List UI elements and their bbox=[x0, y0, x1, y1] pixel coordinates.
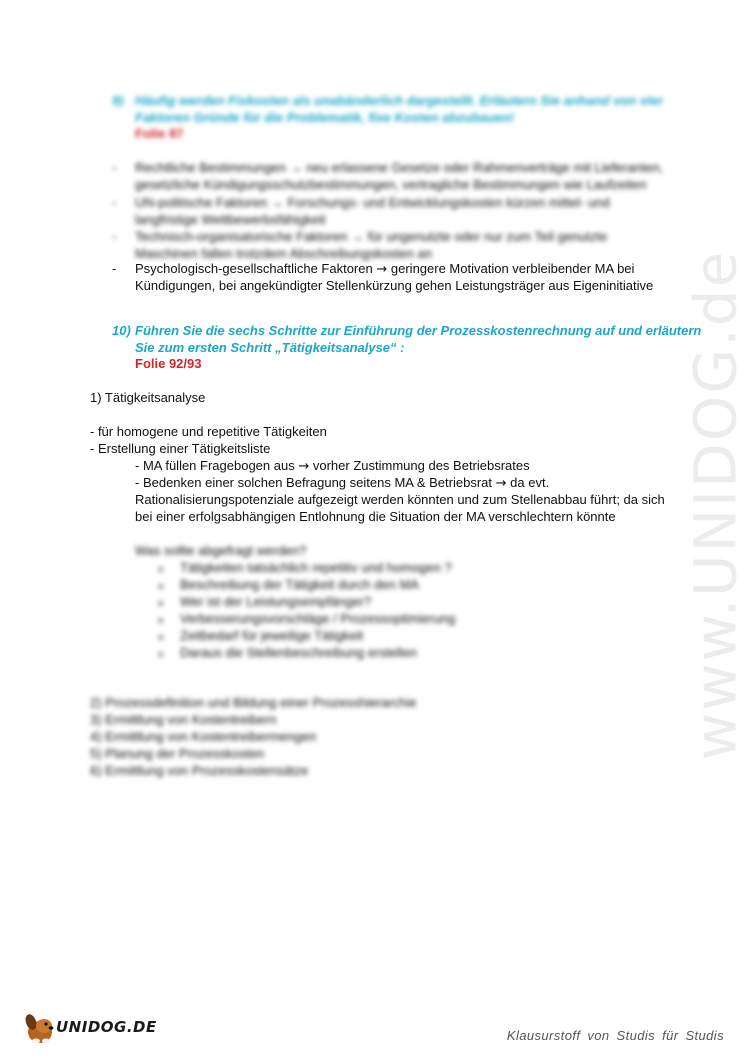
circle-bullet-icon: o bbox=[158, 616, 164, 626]
ask-item-6: Daraus die Stellenbeschreibung erstellen bbox=[180, 645, 418, 660]
question-10-number: 10) bbox=[112, 323, 131, 338]
arrow-right-icon: → bbox=[495, 476, 507, 491]
footer-tagline: Klausurstoff von Studis für Studis bbox=[506, 1028, 724, 1043]
step-1-sub-1-a: - MA füllen Fragebogen aus bbox=[135, 458, 295, 473]
ask-item-2: Beschreibung der Tätigkeit durch den MA bbox=[180, 577, 419, 592]
step-6: 6) Ermittlung von Prozesskostensätze bbox=[90, 763, 309, 778]
bullet-dash: - bbox=[112, 160, 117, 175]
question-9-number: 9) bbox=[112, 93, 124, 108]
bullet-3-line-2: Maschinen fallen trotzdem Abschreibungskosten an bbox=[135, 246, 433, 261]
bullet-dash: - bbox=[112, 195, 117, 210]
logo-text: UNIDOG.DE bbox=[56, 1018, 157, 1036]
step-1-bullet-2: - Erstellung einer Tätigkeitsliste bbox=[90, 441, 271, 456]
bullet-3-line-1: Technisch-organisatorische Faktoren → für ungenutzte oder nur zum Teil genutzte bbox=[135, 229, 608, 244]
dog-mascot-icon bbox=[22, 1010, 58, 1046]
question-10-line-1: Führen Sie die sechs Schritte zur Einführung der Prozesskostenrechnung auf und erläutern bbox=[135, 323, 702, 338]
step-1-title: 1) Tätigkeitsanalyse bbox=[90, 390, 206, 405]
ask-item-3: Wer ist der Leistungsempfänger? bbox=[180, 594, 372, 609]
step-5: 5) Planung der Prozesskosten bbox=[90, 746, 265, 761]
ask-item-4: Verbesserungsvorschläge / Prozessoptimierung bbox=[180, 611, 456, 626]
circle-bullet-icon: o bbox=[158, 633, 164, 643]
step-1-sub-2-a: - Bedenken einer solchen Befragung seitens MA & Betriebsrat bbox=[135, 475, 492, 490]
circle-bullet-icon: o bbox=[158, 650, 164, 660]
psych-bullet-line-1 bbox=[135, 260, 634, 278]
step-1-bullet-1: - für homogene und repetitive Tätigkeiten bbox=[90, 424, 327, 439]
step-2: 2) Prozessdefinition und Bildung einer Prozesshierarchie bbox=[90, 695, 417, 710]
bullet-1-line-1: Rechtliche Bestimmungen → neu erlassene Gesetze oder Rahmenverträge mit Lieferanten, bbox=[135, 160, 664, 175]
psych-bullet-line-2: Kündigungen, bei angekündigter Stellenkürzung gehen Leistungsträger aus Eigeninitiative bbox=[135, 278, 654, 293]
question-10-line-2: Sie zum ersten Schritt „Tätigkeitsanalyse“ : bbox=[135, 340, 405, 355]
bullet-1-line-2: gesetzliche Kündigungsschutzbestimmungen, vertragliche Bestimmungen wie Laufzeiten bbox=[135, 177, 647, 192]
ask-item-1: Tätigkeiten tatsächlich repetitiv und homogen ? bbox=[180, 560, 452, 575]
ask-item-5: Zeitbedarf für jeweilige Tätigkeit bbox=[180, 628, 364, 643]
step-1-sub-1 bbox=[135, 457, 530, 475]
circle-bullet-icon: o bbox=[158, 582, 164, 592]
question-9-line-2: Faktoren Gründe für die Problematik, fixe Kosten abzubauen! bbox=[135, 110, 515, 125]
question-9-line-1: Häufig werden Fixkosten als unabänderlich dargestellt. Erläutern Sie anhand von vier bbox=[135, 93, 664, 108]
psych-bullet-line-1-b: geringere Motivation verbleibender MA bei bbox=[390, 261, 635, 276]
psych-bullet-line-1-a: Psychologisch-gesellschaftliche Faktoren bbox=[135, 261, 373, 276]
step-1-sub-2-line-3: bei einer erfolgsabhängigen Entlohnung die Situation der MA verschlechtern könnte bbox=[135, 509, 616, 524]
step-1-sub-1-b: vorher Zustimmung des Betriebsrates bbox=[312, 458, 530, 473]
watermark-text: www.UNIDOG.de bbox=[681, 249, 749, 761]
bullet-dash: - bbox=[112, 261, 117, 276]
arrow-right-icon: → bbox=[298, 459, 310, 474]
step-1-sub-2-line-2: Rationalisierungspotenziale aufgezeigt werden könnten und zum Stellenabbau führt; da sich bbox=[135, 492, 665, 507]
step-1-sub-2 bbox=[135, 474, 549, 492]
bullet-2-line-1: UN-politische Faktoren → Forschungs- und Entwicklungskosten kürzen mittel- und bbox=[135, 195, 610, 210]
ask-heading: Was sollte abgefragt werden? bbox=[135, 543, 307, 558]
step-3: 3) Ermittlung von Kostentreibern bbox=[90, 712, 277, 727]
circle-bullet-icon: o bbox=[158, 599, 164, 609]
step-1-sub-2-b: da evt. bbox=[510, 475, 550, 490]
question-9-folie: Folie 87 bbox=[135, 126, 184, 141]
circle-bullet-icon: o bbox=[158, 565, 164, 575]
question-10-folie: Folie 92/93 bbox=[135, 356, 202, 371]
bullet-2-line-2: langfristige Wettbewerbsfähigkeit bbox=[135, 212, 326, 227]
arrow-right-icon: → bbox=[376, 262, 388, 277]
bullet-dash: - bbox=[112, 229, 117, 244]
step-4: 4) Ermittlung von Kostentreibermengen bbox=[90, 729, 317, 744]
unidog-logo bbox=[22, 1010, 162, 1048]
